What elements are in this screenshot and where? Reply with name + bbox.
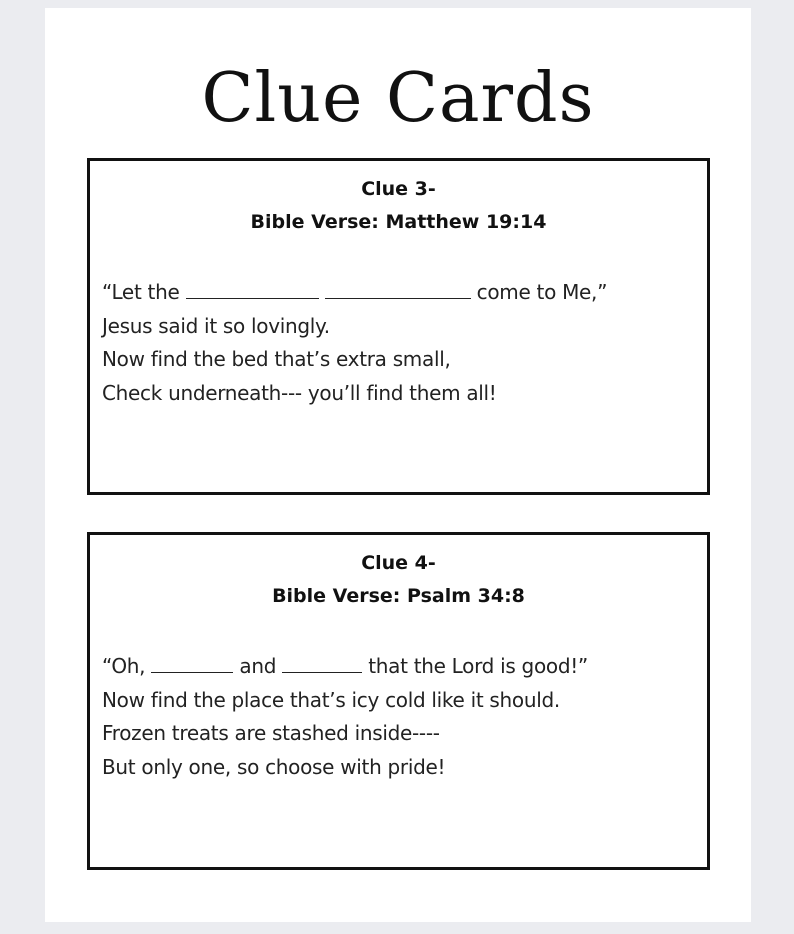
clue-line: But only one, so choose with pride! [102, 754, 446, 779]
fill-blank [282, 652, 362, 673]
fill-blank [186, 278, 319, 299]
text-segment: and [239, 654, 277, 678]
fill-blank [151, 652, 233, 673]
clue-number: Clue 3- [361, 178, 436, 200]
text-segment: “Let the [102, 280, 180, 304]
fill-blank [325, 278, 471, 299]
clue-line: Check underneath--- you’ll find them all! [102, 380, 497, 405]
text-segment: that the Lord is good!” [368, 654, 588, 678]
clue-line: Jesus said it so lovingly. [102, 313, 330, 338]
clue-number: Clue 4- [361, 552, 436, 574]
bible-verse: Bible Verse: Matthew 19:14 [250, 211, 547, 233]
clue-line: Now find the place that’s icy cold like it should. [102, 687, 560, 712]
clue-line [102, 650, 707, 684]
clue-card-3 [87, 158, 710, 495]
clue-card-4 [87, 532, 710, 870]
document-page [45, 8, 751, 922]
clue-text [90, 276, 707, 410]
text-segment: come to Me,” [476, 280, 608, 304]
clue-line: Now find the bed that’s extra small, [102, 347, 451, 371]
page-title: Clue Cards [201, 59, 595, 138]
bible-verse: Bible Verse: Psalm 34:8 [272, 585, 525, 607]
clue-line: Frozen treats are stashed inside---- [102, 721, 440, 745]
text-segment: “Oh, [102, 654, 146, 678]
clue-line [102, 276, 707, 310]
clue-text [90, 650, 707, 784]
